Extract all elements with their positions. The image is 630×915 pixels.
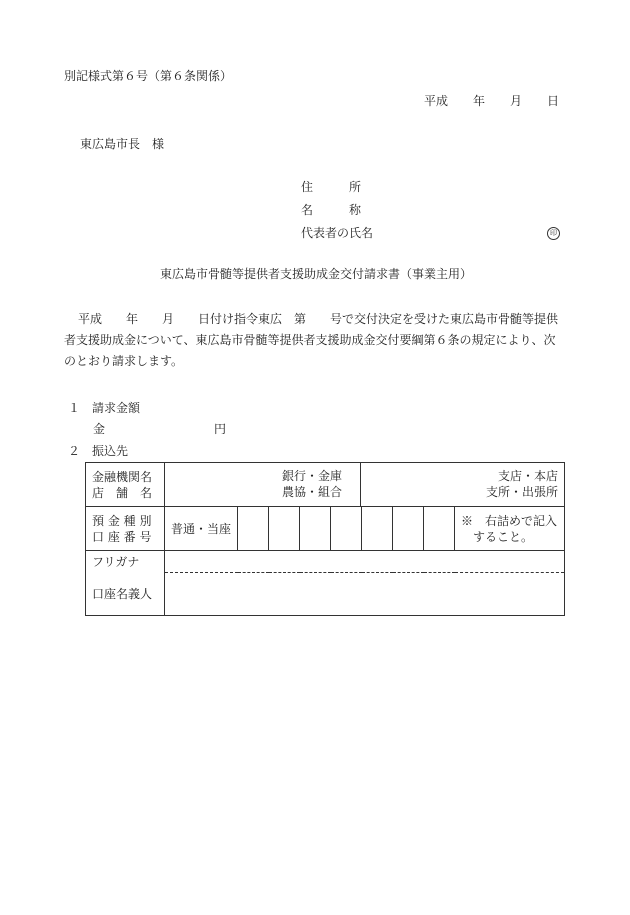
bank-label-cell	[86, 463, 165, 507]
date-year: 年	[473, 94, 486, 108]
section-1-heading: １ 請求金額	[68, 401, 141, 415]
furigana-field[interactable]	[165, 551, 565, 573]
amount-prefix: 金	[93, 422, 106, 436]
bank-name-label: 金融機関名	[92, 469, 153, 484]
name-label: 名 称	[301, 203, 362, 217]
section-2-heading: ２ 振込先	[68, 444, 129, 458]
account-digit-7[interactable]	[424, 507, 455, 551]
holder-field[interactable]	[165, 573, 565, 616]
date-era: 平成	[424, 94, 449, 108]
account-type-options: 普通・当座	[170, 522, 231, 536]
account-label-cell	[86, 507, 165, 551]
form-number: 別記様式第６号（第６条関係）	[64, 69, 233, 83]
account-type-cell[interactable]	[165, 507, 238, 551]
bank-row	[86, 463, 565, 507]
addressee: 東広島市長 様	[80, 137, 165, 151]
seal-mark: 印	[547, 227, 560, 240]
bank-type-1: 銀行・金庫	[281, 469, 342, 483]
bank-entry-cell[interactable]	[165, 463, 565, 507]
account-number-label: 口 座 番 号	[92, 529, 152, 544]
branch-type-1: 支店・本店	[497, 469, 558, 483]
account-type-label: 預 金 種 別	[92, 513, 152, 528]
holder-label-cell	[86, 573, 165, 616]
account-note-line-2: すること。	[473, 529, 534, 544]
holder-label: 口座名義人	[92, 586, 153, 601]
furigana-label-cell	[86, 551, 165, 573]
address-label: 住 所	[301, 180, 362, 194]
account-digit-2[interactable]	[269, 507, 300, 551]
bank-branch-divider	[360, 463, 361, 506]
furigana-row	[86, 551, 565, 573]
body-line-3: のとおり請求します。	[64, 354, 184, 368]
body-paragraph	[64, 309, 576, 372]
account-digit-5[interactable]	[362, 507, 393, 551]
account-note-cell	[455, 507, 565, 551]
amount-unit: 円	[214, 422, 227, 436]
account-note-line-1: ※ 右詰めで記入	[461, 513, 558, 528]
branch-type-2: 支所・出張所	[485, 485, 558, 499]
account-digit-6[interactable]	[393, 507, 424, 551]
bank-type-options	[282, 468, 342, 500]
holder-row	[86, 573, 565, 616]
branch-type-options	[486, 468, 558, 500]
branch-name-label: 店 舗 名	[92, 485, 153, 500]
date-month: 月	[510, 94, 523, 108]
document-title: 東広島市骨髄等提供者支援助成金交付請求書（事業主用）	[160, 267, 473, 281]
furigana-label: フリガナ	[92, 554, 140, 569]
account-digit-4[interactable]	[331, 507, 362, 551]
body-line-2: 者支援助成金について、東広島市骨髄等提供者支援助成金交付要綱第６条の規定により、次	[64, 333, 556, 347]
account-digit-3[interactable]	[300, 507, 331, 551]
body-line-1: 平成 年 月 日付け指令東広 第 号で交付決定を受けた東広島市骨髄等提供	[78, 312, 559, 326]
account-digit-1[interactable]	[238, 507, 269, 551]
account-row	[86, 507, 565, 551]
date-day: 日	[547, 94, 560, 108]
bank-type-2: 農協・組合	[281, 485, 342, 499]
bank-transfer-table	[85, 462, 565, 616]
amount-field[interactable]	[108, 421, 212, 437]
representative-label: 代表者の氏名	[301, 226, 374, 240]
